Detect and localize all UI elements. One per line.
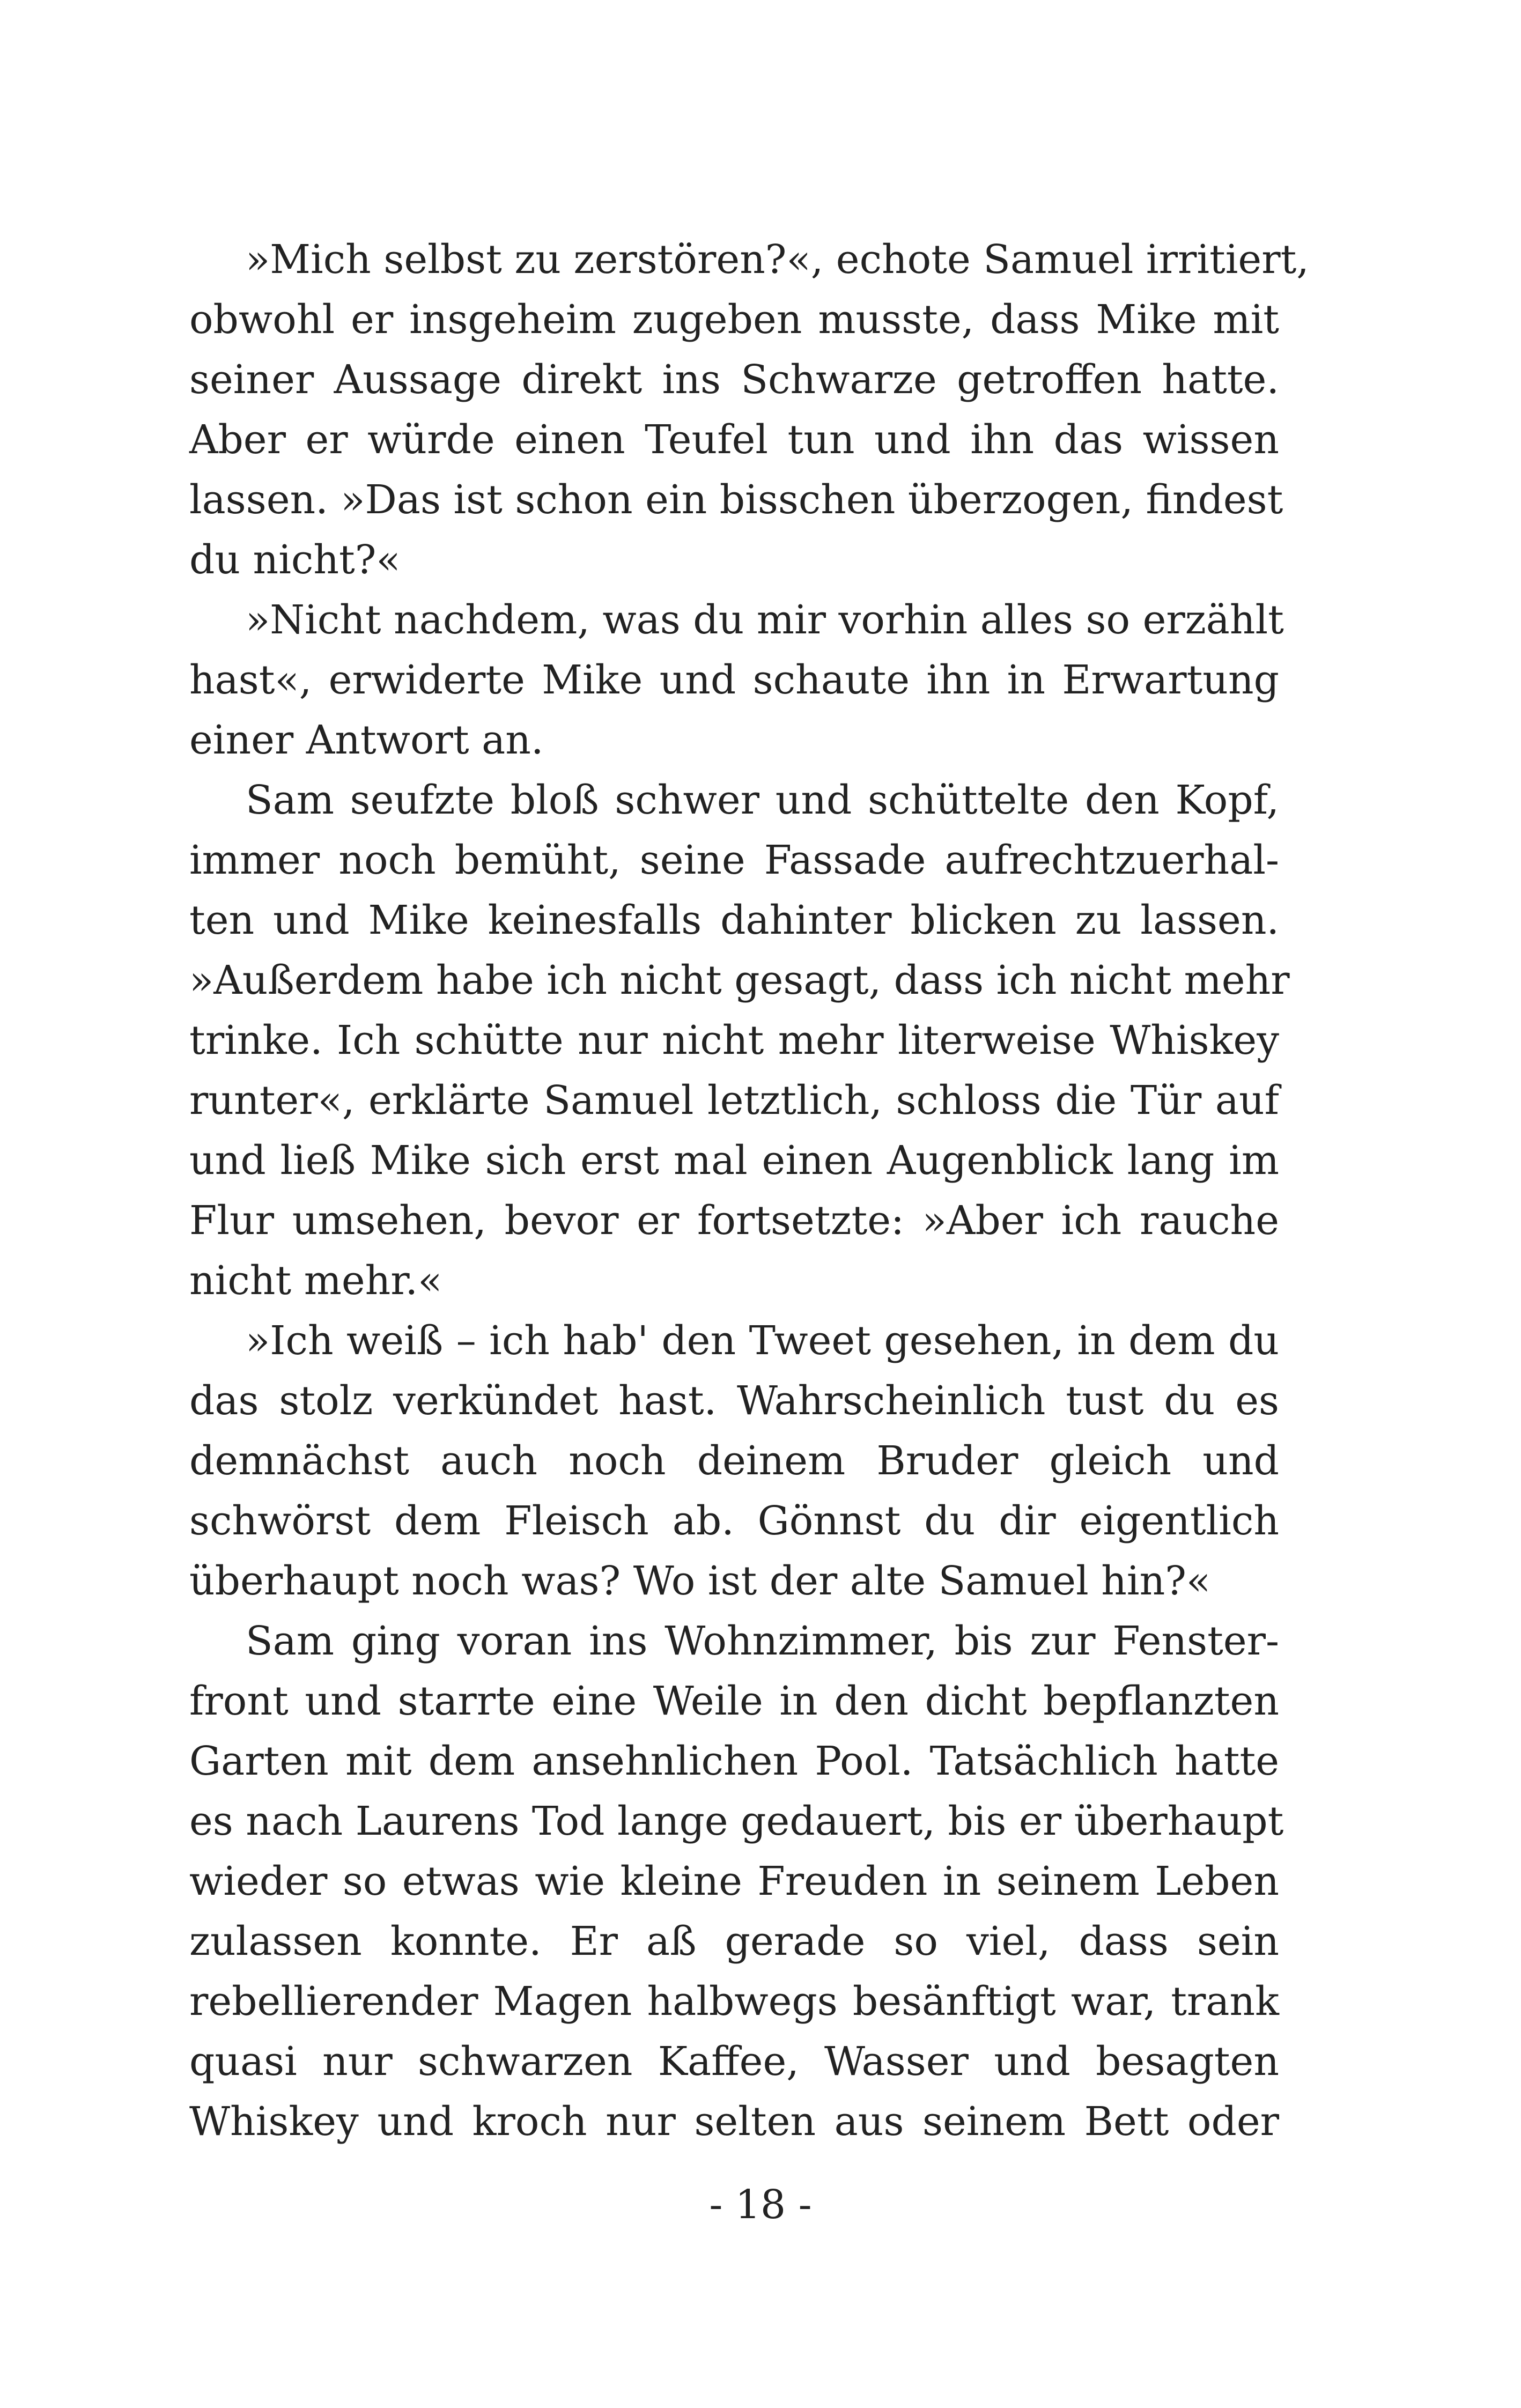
text-line: zulassen konnte. Er aß gerade so viel, dass sein bbox=[189, 1918, 1279, 1964]
text-line: nicht mehr.« bbox=[189, 1258, 442, 1304]
text-line: »Nicht nachdem, was du mir vorhin alles so erzählt bbox=[246, 597, 1284, 643]
text-line: front und starrte eine Weile in den dicht bepflanzten bbox=[189, 1678, 1279, 1724]
text-line: trinke. Ich schütte nur nicht mehr literweise Whiskey bbox=[189, 1017, 1279, 1063]
paragraph bbox=[189, 230, 1309, 590]
text-line: ten und Mike keinesfalls dahinter blicken zu lassen. bbox=[189, 897, 1279, 943]
text-line: »Außerdem habe ich nicht gesagt, dass ich nicht mehr bbox=[189, 957, 1290, 1003]
text-line: Whiskey und kroch nur selten aus seinem Bett oder bbox=[189, 2099, 1279, 2145]
text-line: Garten mit dem ansehnlichen Pool. Tatsächlich hatte bbox=[189, 1738, 1279, 1784]
text-line: runter«, erklärte Samuel letztlich, schloss die Tür auf bbox=[189, 1077, 1279, 1124]
page-number: - 18 - bbox=[709, 2182, 812, 2228]
text-line: lassen. »Das ist schon ein bisschen überzogen, findest bbox=[189, 477, 1283, 523]
text-line: immer noch bemüht, seine Fassade aufrechtzuerhal- bbox=[189, 837, 1279, 883]
text-line: Sam ging voran ins Wohnzimmer, bis zur Fenster- bbox=[246, 1618, 1279, 1664]
text-line: du nicht?« bbox=[189, 537, 401, 583]
text-line: überhaupt noch was? Wo ist der alte Samuel hin?« bbox=[189, 1558, 1211, 1604]
text-line: einer Antwort an. bbox=[189, 717, 544, 763]
text-line: seiner Aussage direkt ins Schwarze getroffen hatte. bbox=[189, 357, 1279, 403]
text-line: Sam seufzte bloß schwer und schüttelte den Kopf, bbox=[246, 777, 1279, 823]
text-line: obwohl er insgeheim zugeben musste, dass Mike mit bbox=[189, 297, 1279, 343]
text-line: hast«, erwiderte Mike und schaute ihn in Erwartung bbox=[189, 657, 1279, 703]
text-line: schwörst dem Fleisch ab. Gönnst du dir eigentlich bbox=[189, 1498, 1279, 1544]
text-line: wieder so etwas wie kleine Freuden in seinem Leben bbox=[189, 1858, 1279, 1904]
text-line: »Mich selbst zu zerstören?«, echote Samuel irritiert, bbox=[246, 237, 1309, 283]
text-line: und ließ Mike sich erst mal einen Augenblick lang im bbox=[189, 1137, 1279, 1184]
text-line: Flur umsehen, bevor er fortsetzte: »Aber ich rauche bbox=[189, 1198, 1279, 1244]
text-line: es nach Laurens Tod lange gedauert, bis er überhaupt bbox=[189, 1798, 1284, 1844]
paragraph bbox=[189, 770, 1290, 1311]
paragraph bbox=[189, 1611, 1284, 2152]
text-line: das stolz verkündet hast. Wahrscheinlich tust du es bbox=[189, 1378, 1279, 1424]
text-line: »Ich weiß – ich hab' den Tweet gesehen, in dem du bbox=[246, 1318, 1279, 1364]
text-line: quasi nur schwarzen Kaffee, Wasser und besagten bbox=[189, 2038, 1279, 2085]
text-line: rebellierender Magen halbwegs besänftigt war, trank bbox=[189, 1978, 1279, 2025]
body-text bbox=[189, 230, 1309, 2152]
text-line: Aber er würde einen Teufel tun und ihn das wissen bbox=[189, 417, 1279, 463]
paragraph bbox=[189, 590, 1284, 770]
paragraph bbox=[189, 1311, 1279, 1611]
text-line: demnächst auch noch deinem Bruder gleich und bbox=[189, 1438, 1279, 1484]
